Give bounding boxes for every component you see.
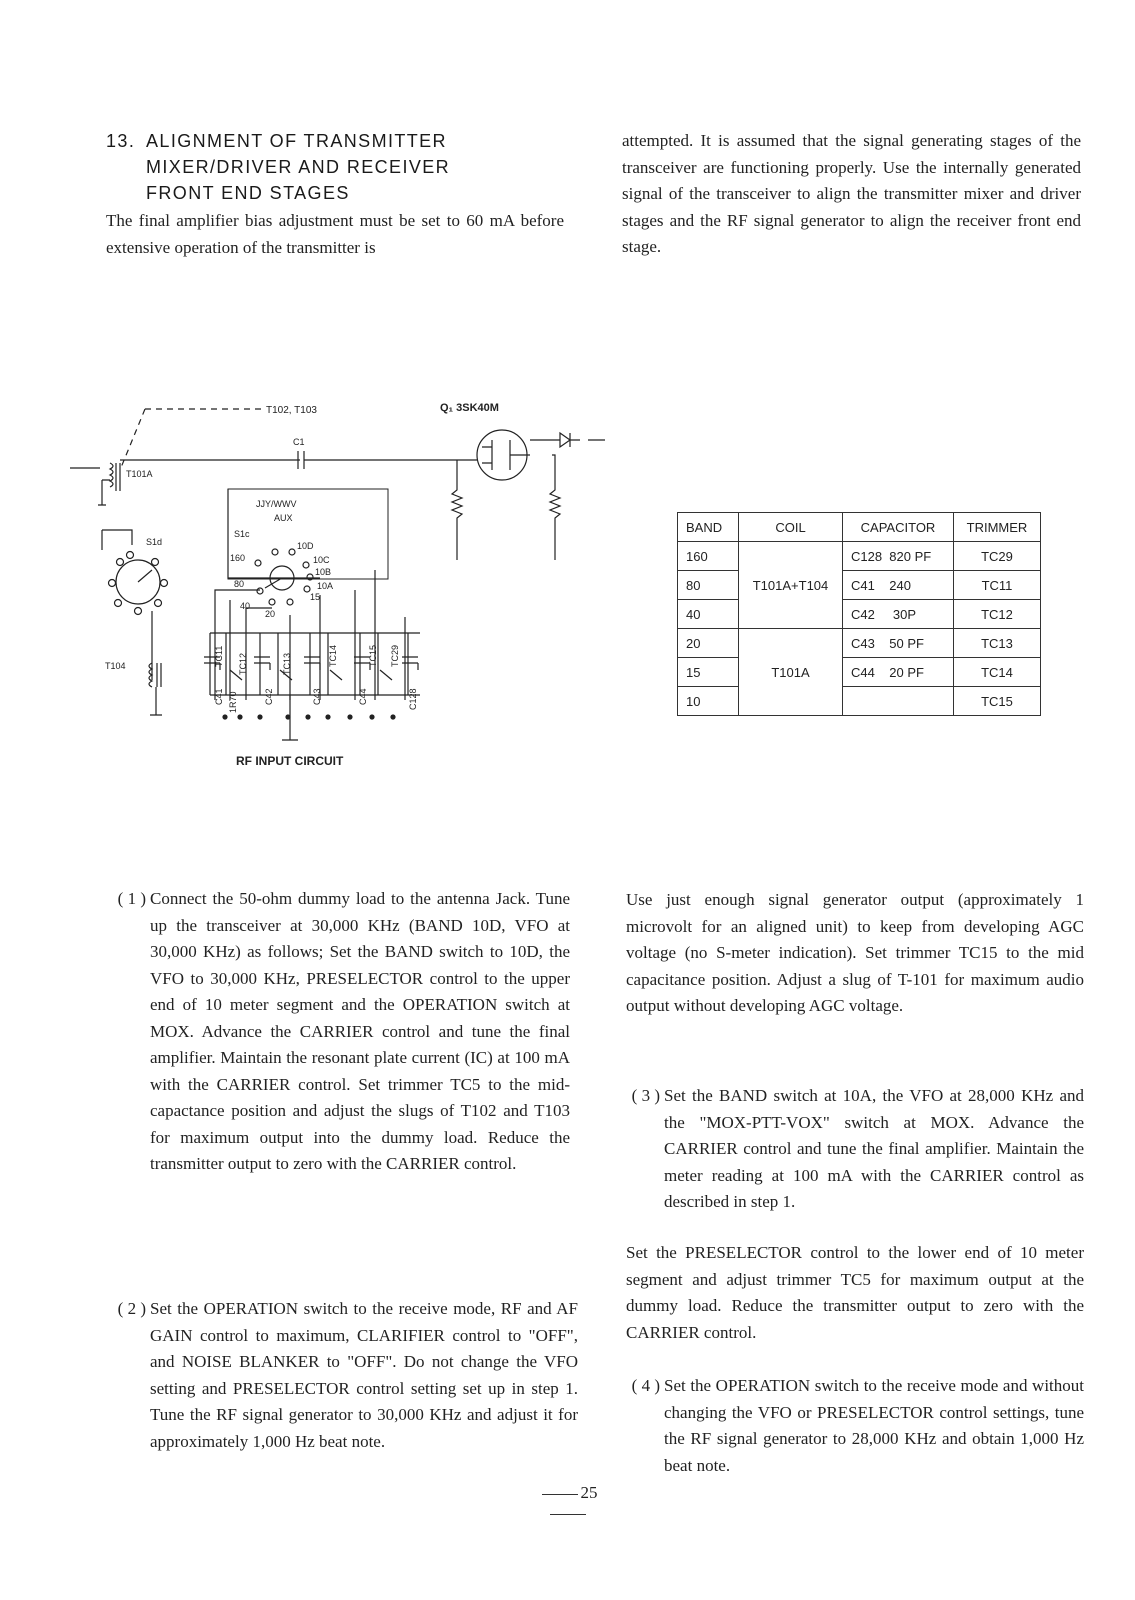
header-coil: COIL (739, 513, 843, 542)
table-row (678, 571, 1041, 600)
table-row (678, 687, 1041, 716)
step-2-marker: ( 2 ) (117, 1299, 146, 1318)
band-cell: 15 (678, 658, 739, 687)
label-aux: AUX (274, 513, 293, 523)
step-2-continuation: Use just enough signal generator output (approximately 1 microvolt for an aligned unit) to keep from developing AGC voltage (no S-meter indication). Set trimmer TC15 to the mid capacitance position. Adjust a slug of T-101 for maximum audio output without developing AGC voltage. (626, 890, 1084, 1015)
intro-paragraph-right: attempted. It is assumed that the signal generating stages of the transceiver are functioning properly. Use the internally generated signal of the transceiver to align the transmitter mixer and driver stages and the RF signal generator to align the receiver front end stage. (622, 131, 1081, 256)
trimmer-cell: TC11 (954, 571, 1041, 600)
label-t102-t103: T102, T103 (266, 405, 317, 416)
capacitor-cell: C44 20 PF (843, 658, 954, 687)
label-15: 15 (310, 592, 321, 602)
trimmer-cell: TC15 (954, 687, 1041, 716)
label-tc29: TC29 (390, 644, 400, 667)
header-trimmer: TRIMMER (954, 513, 1041, 542)
label-c41: C41 (214, 688, 224, 705)
label-tc15: TC15 (368, 644, 378, 667)
step-4 (631, 1373, 1084, 1479)
band-cell: 40 (678, 600, 739, 629)
capacitor-cell: C41 240 (843, 571, 954, 600)
table-header-row (678, 513, 1041, 542)
table-row (678, 600, 1041, 629)
label-40: 40 (240, 601, 251, 611)
coil-cell: T101A (739, 629, 843, 716)
step-4-marker: ( 4 ) (631, 1376, 660, 1395)
table-row (678, 658, 1041, 687)
label-tc11: TC11 (214, 645, 224, 667)
label-c44: C44 (358, 688, 368, 705)
table-row (678, 629, 1041, 658)
page-number-value: 25 (580, 1483, 598, 1502)
label-t104: T104 (105, 661, 126, 671)
section-heading (106, 128, 576, 206)
label-c43: C43 (312, 688, 322, 705)
heading-line-1: ALIGNMENT OF TRANSMITTER (146, 131, 447, 151)
page-number (518, 1483, 618, 1523)
label-10a: 10A (317, 581, 334, 591)
trimmer-cell: TC29 (954, 542, 1041, 571)
intro-paragraph-left: The final amplifier bias adjustment must be set to 60 mA before extensive operation of the transmitter is (106, 211, 564, 257)
step-1-marker: ( 1 ) (117, 889, 146, 908)
label-jjy: JJY/WWV (256, 499, 297, 509)
rf-input-circuit-diagram (60, 395, 620, 815)
label-tc14: TC14 (328, 644, 338, 667)
step-2-text: Set the OPERATION switch to the receive mode, RF and AF GAIN control to maximum, CLARIFIER control to "OFF", and NOISE BLANKER to "OFF". Do not change the VFO setting and PRESELECTOR control setting set up in step 1. Tune the RF signal generator to 30,000 KHz and adjust it for approximately 1,000 Hz beat note. (150, 1299, 578, 1451)
step-3-marker: ( 3 ) (631, 1086, 660, 1105)
step-1-text: Connect the 50-ohm dummy load to the antenna Jack. Tune up the transceiver at 30,000 KHz (BAND 10D, VFO at 30,000 KHz) as follows; Set the BAND switch to 10D, the VFO to 30,000 KHz, PRESELECTOR control to the upper end of 10 meter segment and the OPERATION switch at MOX. Advance the CARRIER control and tune the final amplifier. Maintain the resonant plate current (IC) at 100 mA with the CARRIER control. Set trimmer TC5 to the mid-capactance position and adjust the slugs of T102 and T103 for maximum output into the dummy load. Reduce the transmitter output to zero with the CARRIER control. (150, 889, 570, 1173)
header-band: BAND (678, 513, 739, 542)
heading-line-3: FRONT END STAGES (146, 183, 350, 203)
label-20: 20 (265, 609, 276, 619)
step-1 (117, 886, 570, 1178)
capacitor-cell: C42 30P (843, 600, 954, 629)
table-row (678, 542, 1041, 571)
label-10b: 10B (315, 567, 332, 577)
band-cell: 10 (678, 687, 739, 716)
label-80: 80 (234, 579, 245, 589)
label-c42: C42 (264, 688, 274, 705)
label-c1: C1 (293, 437, 305, 447)
label-1r70: 1R70 (228, 691, 238, 713)
capacitor-cell: C128 820 PF (843, 542, 954, 571)
band-cell: 20 (678, 629, 739, 658)
band-cell: 160 (678, 542, 739, 571)
label-10c: 10C (313, 555, 330, 565)
step-3-continuation: Set the PRESELECTOR control to the lower end of 10 meter segment and adjust trimmer TC5 for maximum output at the dummy load. Reduce the transmitter output to zero with the CARRIER control. (626, 1243, 1084, 1342)
label-c128: C128 (408, 688, 418, 710)
step-4-text: Set the OPERATION switch to the receive mode and without changing the VFO or PRESELECTOR control settings, tune the RF signal generator to 28,000 KHz and obtain 1,000 Hz beat note. (664, 1376, 1084, 1475)
step-2 (117, 1296, 578, 1455)
trimmer-bank (204, 633, 420, 740)
label-10d: 10D (297, 541, 314, 551)
diode-symbol (530, 433, 605, 447)
header-capacitor: CAPACITOR (843, 513, 954, 542)
label-t101a: T101A (126, 469, 153, 479)
capacitor-cell: C43 50 PF (843, 629, 954, 658)
step-3-text: Set the BAND switch at 10A, the VFO at 28,000 KHz and the "MOX-PTT-VOX" switch at MOX. Advance the CARRIER control and tune the final amplifier. Maintain the meter reading at 100 mA with the CARRIER control as described in step 1. (664, 1086, 1084, 1211)
band-cell: 80 (678, 571, 739, 600)
label-160: 160 (230, 553, 246, 563)
capacitor-cell (843, 687, 954, 716)
section-number: 13. (106, 131, 136, 151)
trimmer-cell: TC14 (954, 658, 1041, 687)
label-tc12: TC12 (238, 652, 248, 675)
band-alignment-table (677, 512, 1041, 716)
trimmer-cell: TC12 (954, 600, 1041, 629)
label-s1d: S1d (146, 537, 163, 547)
trimmer-cell: TC13 (954, 629, 1041, 658)
label-tc13: TC13 (282, 652, 292, 675)
step-3 (631, 1083, 1084, 1216)
heading-line-2: MIXER/DRIVER AND RECEIVER (146, 157, 451, 177)
coil-cell: T101A+T104 (739, 542, 843, 629)
label-s1c: S1c (234, 529, 250, 539)
label-q1: Q₁ 3SK40M (440, 402, 499, 414)
diagram-caption: RF INPUT CIRCUIT (236, 754, 344, 768)
